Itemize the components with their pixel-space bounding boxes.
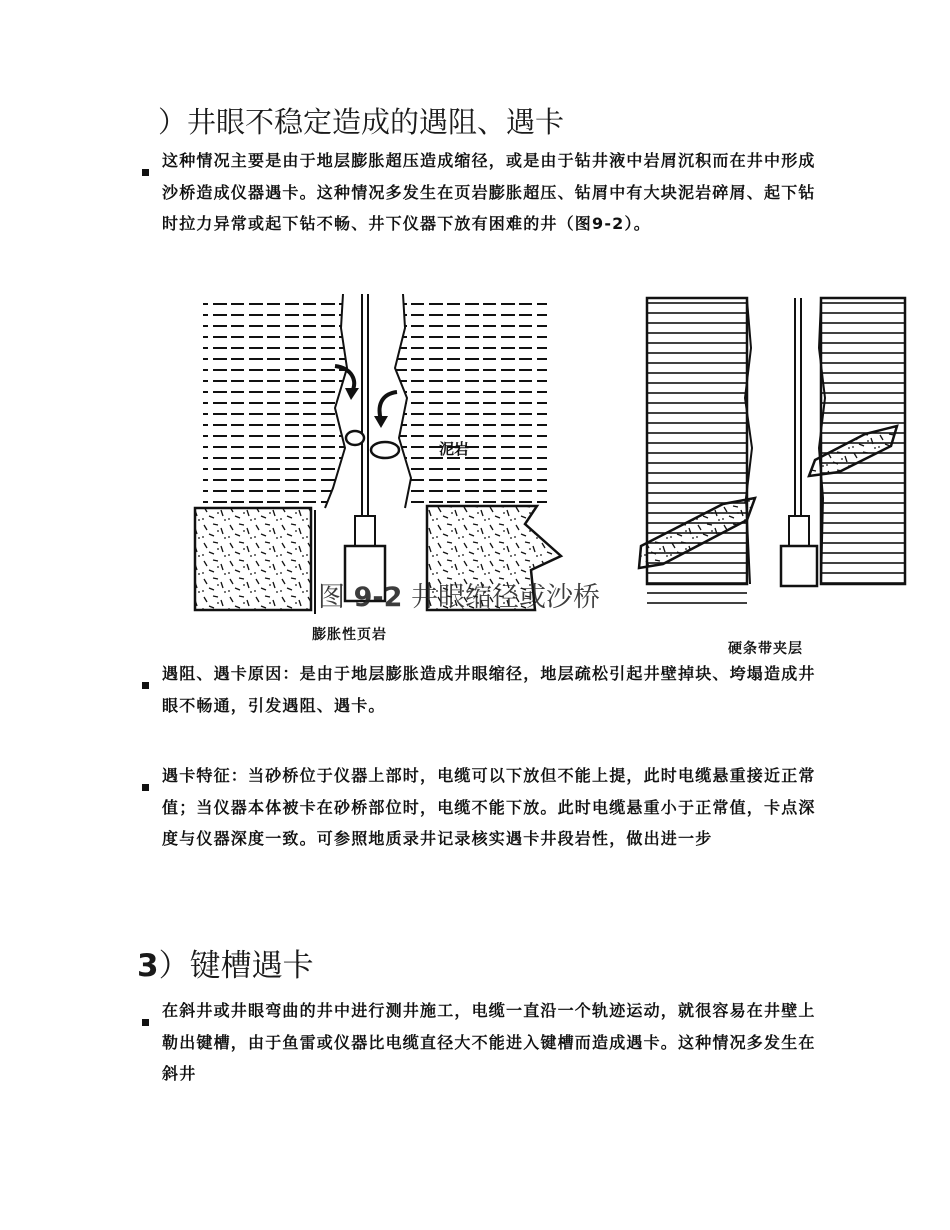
bullet-icon bbox=[142, 169, 149, 176]
mudstone-label: 泥岩 bbox=[439, 440, 470, 458]
right-diagram-label: 硬条带夹层 bbox=[728, 641, 803, 657]
paragraph-text: 遇卡特征：当砂桥位于仪器上部时，电缆可以下放但不能上提，此时电缆悬重接近正常值；当仪器本体被卡在砂桥部位时，电缆不能下放。此时电缆悬重小于正常值，卡点深度与仪器深度一致。可参照地质录井记录核实遇卡井段岩性，做出进一步 bbox=[162, 766, 816, 848]
paragraph-feature bbox=[142, 760, 822, 855]
paragraph-text: 这种情况主要是由于地层膨胀超压造成缩径，或是由于钻井液中岩屑沉积而在井中形成沙桥造成仪器遇卡。这种情况多发生在页岩膨胀超压、钻屑中有大块泥岩碎屑、起下钻时拉力异常或起下钻不畅、井下仪器下放有困难的井（图9-2）。 bbox=[162, 151, 816, 233]
section-heading-3 bbox=[137, 940, 314, 985]
paragraph-text: 在斜井或井眼弯曲的井中进行测井施工，电缆一直沿一个轨迹运动，就很容易在井壁上勒出键槽，由于鱼雷或仪器比电缆直径大不能进入键槽而造成遇卡。这种情况多发生在斜井 bbox=[162, 1001, 816, 1083]
section-heading-2 bbox=[158, 100, 564, 141]
caption-number: 9-2 bbox=[353, 582, 403, 613]
paragraph-cause bbox=[142, 658, 822, 721]
bullet-icon bbox=[142, 1019, 149, 1026]
figure-caption bbox=[318, 575, 600, 614]
caption-prefix: 图 bbox=[318, 582, 345, 613]
bullet-icon bbox=[142, 682, 149, 689]
left-diagram-label: 膨胀性页岩 bbox=[312, 627, 387, 643]
heading-paren: ） bbox=[158, 105, 188, 139]
caption-text: 井眼缩径或沙桥 bbox=[410, 582, 600, 613]
heading-text: 键槽遇卡 bbox=[189, 948, 314, 984]
paragraph-text: 遇阻、遇卡原因：是由于地层膨胀造成井眼缩径，地层疏松引起井壁掉块、垮塌造成井眼不畅通，引发遇阻、遇卡。 bbox=[162, 664, 816, 715]
heading-paren: ） bbox=[158, 948, 190, 984]
paragraph-keyseat bbox=[142, 995, 822, 1090]
bullet-icon bbox=[142, 784, 149, 791]
heading-number: 3 bbox=[137, 948, 159, 984]
heading-text: 井眼不稳定造成的遇阻、遇卡 bbox=[187, 105, 565, 139]
paragraph-cause-description bbox=[142, 145, 822, 240]
